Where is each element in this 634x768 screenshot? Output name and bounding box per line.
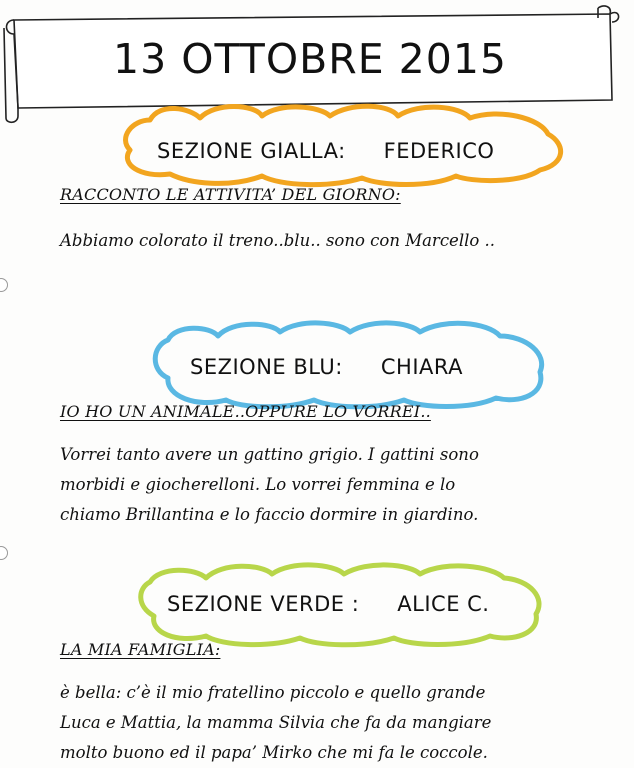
page-title: 13 OTTOBRE 2015 (112, 35, 507, 83)
binder-hole-top (0, 278, 8, 292)
section-blu-line-2: morbidi e giocherelloni. Lo vorrei femmina e lo (60, 475, 456, 494)
section-verde-label: SEZIONE VERDE : (167, 592, 360, 616)
section-blu-heading: IO HO UN ANIMALE..OPPURE LO VORREI.. (60, 402, 431, 421)
section-gialla-title (157, 139, 494, 163)
section-verde-name: ALICE C. (397, 592, 490, 616)
section-gialla-label: SEZIONE GIALLA: (157, 139, 346, 163)
section-verde-text (60, 678, 630, 768)
section-blu-label: SEZIONE BLU: (190, 355, 343, 379)
section-gialla-heading: RACCONTO LE ATTIVITA’ DEL GIORNO: (60, 185, 401, 204)
section-gialla-name: FEDERICO (383, 139, 495, 163)
section-verde-heading: LA MIA FAMIGLIA: (60, 640, 221, 659)
section-verde-title (167, 592, 490, 616)
binder-hole-bottom (0, 546, 8, 560)
section-verde-line-2: Luca e Mattia, la mamma Silvia che fa da mangiare (60, 713, 492, 732)
section-blu-name: CHIARA (380, 355, 463, 379)
section-verde-line-1: è bella: c’è il mio fratellino piccolo e quello grande (60, 683, 486, 702)
section-gialla-line-1: Abbiamo colorato il treno..blu.. sono con Marcello .. (60, 231, 496, 250)
section-blu-title (190, 355, 463, 379)
section-verde-line-3: molto buono ed il papa’ Mirko che mi fa le coccole. (60, 743, 488, 762)
section-gialla-text (60, 226, 630, 256)
section-blu-line-1: Vorrei tanto avere un gattino grigio. I gattini sono (60, 445, 479, 464)
section-blu-text (60, 440, 630, 530)
section-blu-line-3: chiamo Brillantina e lo faccio dormire in giardino. (60, 505, 479, 524)
